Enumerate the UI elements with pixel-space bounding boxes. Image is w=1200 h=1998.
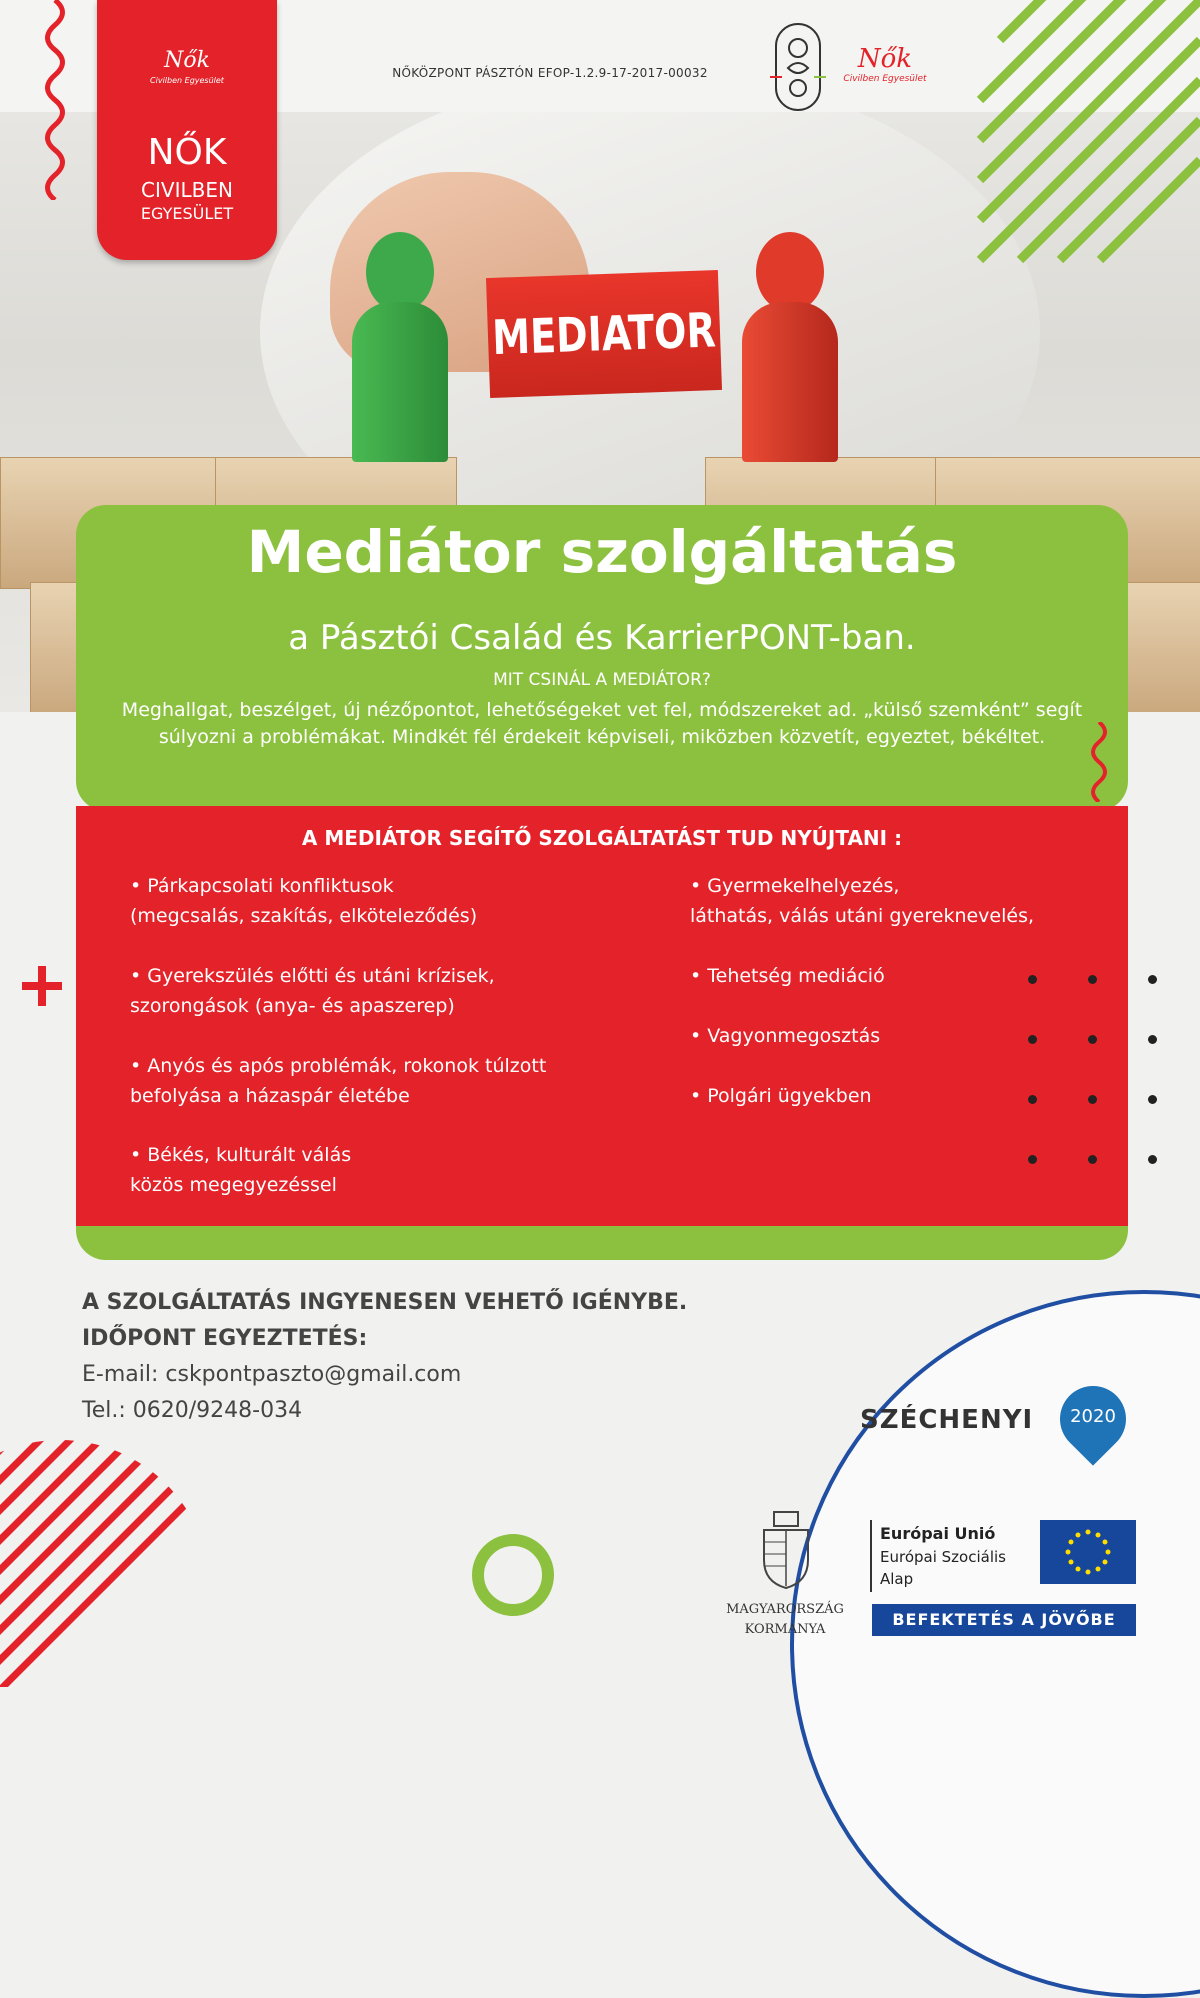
eu-subtitle-line: Alap [880,1570,914,1588]
organization-logo [97,0,277,260]
service-line: • Anyós és após problémák, rokonok túlzott [130,1055,547,1077]
page-subtitle: a Pásztói Család és KarrierPONT-ban. [288,618,916,658]
logo-line1: NŐK [147,132,227,173]
appointment-heading: IDŐPONT EGYEZTETÉS: [82,1326,368,1351]
government-line1: MAGYARORSZÁG [726,1602,844,1617]
service-item [690,871,1090,931]
mediator-block-label: MEDIATOR [491,302,717,366]
question-heading: MIT CSINÁL A MEDIÁTOR? [493,670,711,690]
contact-phone: Tel.: 0620/9248-034 [82,1398,303,1423]
sponsor-circle [790,1290,1200,1998]
eu-flag-icon [1040,1520,1136,1584]
service-line: • Vagyonmegosztás [690,1025,881,1047]
service-line: szorongások (anya- és apaszerep) [130,995,455,1017]
green-stripes-decoration [960,0,1200,320]
service-item [130,871,630,931]
zigzag-decoration [35,0,75,200]
free-service-note: A SZOLGÁLTATÁS INGYENESEN VEHETŐ IGÉNYBE. [82,1290,688,1315]
service-line: (megcsalás, szakítás, elköteleződés) [130,905,478,927]
service-item [130,961,630,1021]
eu-divider [870,1520,872,1592]
center-emblem-icon [770,22,826,114]
szechenyi-year: 2020 [1070,1406,1116,1427]
red-squiggle-decoration [1085,722,1113,802]
service-line: befolyása a házaspár életébe [130,1085,410,1107]
header-logo [840,44,930,104]
mediator-block [486,270,722,398]
government-line2: KORMÁNYA [744,1622,826,1637]
service-item [130,1140,630,1200]
invest-banner: BEFEKTETÉS A JÖVŐBE [872,1604,1136,1636]
question-answer: Meghallgat, beszélget, új nézőpontot, lehetőségeket vet fel, módszereket ad. „külső szemként” segít súlyozni a problémákat. Mindkét fél érdekeit képviseli, miközben közvetít, egyeztet, békéltet. [121,699,1083,748]
service-item [130,1051,630,1111]
service-line: közös megegyezéssel [130,1174,337,1196]
hungarian-crest-icon [756,1510,816,1590]
red-stripes-decoration [0,1440,220,1687]
service-line: • Békés, kulturált válás [130,1144,352,1166]
red-figure [742,232,838,462]
contact-email: E-mail: cskpontpaszto@gmail.com [82,1362,462,1387]
header-logo-sub: Civilben Egyesület [843,74,927,84]
logo-line3: EGYESÜLET [140,204,234,223]
services-heading: A MEDIÁTOR SEGÍTŐ SZOLGÁLTATÁST TUD NYÚJTANI : [301,826,903,850]
service-line: • Párkapcsolati konfliktusok [130,875,394,897]
green-ring-decoration [472,1534,554,1616]
header-logo-script: Nők [857,44,913,74]
szechenyi-logo-text: SZÉCHENYI [860,1405,1034,1435]
logo-script-sub: Civilben Egyesület [150,76,224,85]
government-label [710,1600,860,1640]
eu-subtitle [880,1546,1006,1590]
page-title: Mediátor szolgáltatás [246,518,958,586]
service-line: • Tehetség mediáció [690,965,885,987]
logo-line2: CIVILBEN [141,178,233,202]
eu-title: Európai Unió [880,1524,996,1543]
service-line: láthatás, válás utáni gyereknevelés, [690,905,1035,927]
service-line: • Polgári ügyekben [690,1085,872,1107]
plus-icon [22,966,62,1006]
eu-subtitle-line: Európai Szociális [880,1548,1006,1566]
green-figure [352,232,448,462]
logo-script: Nők [164,48,210,73]
dots-decoration [1020,975,1200,1175]
service-line: • Gyermekelhelyezés, [690,875,900,897]
service-line: • Gyerekszülés előtti és utáni krízisek, [130,965,495,987]
project-code: NŐKÖZPONT PÁSZTÓN EFOP-1.2.9-17-2017-00032 [392,66,708,80]
